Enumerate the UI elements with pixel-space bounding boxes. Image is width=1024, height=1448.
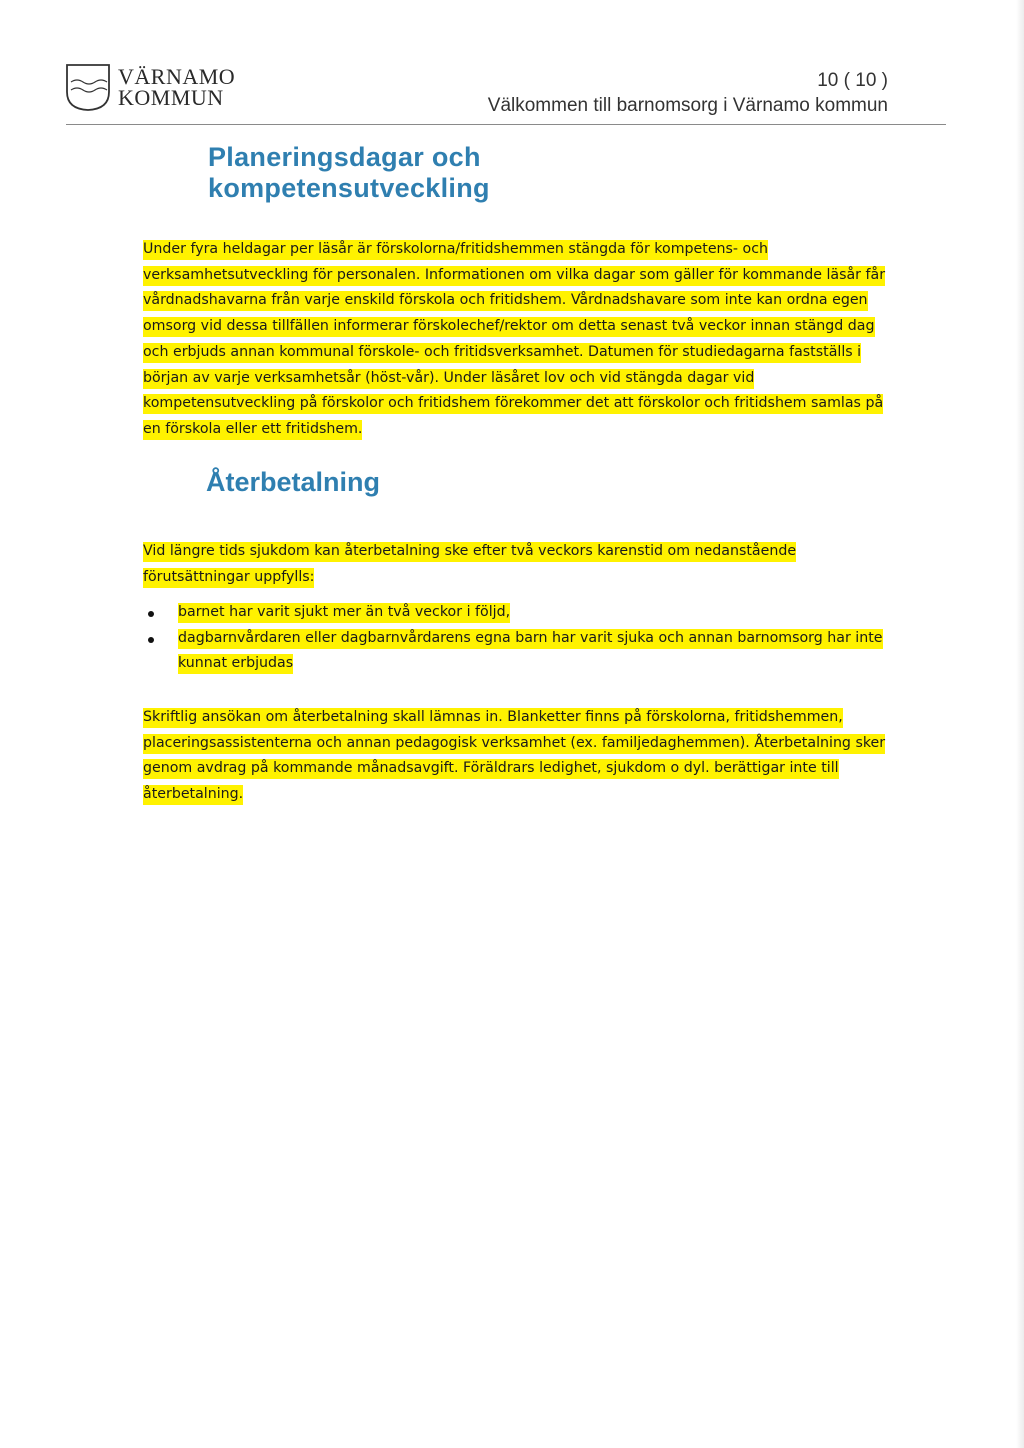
planning-paragraph	[143, 237, 895, 443]
logo-line-1: VÄRNAMO	[118, 64, 236, 89]
section-title-refund: Återbetalning	[206, 467, 381, 497]
page-number: 10 ( 10 )	[817, 70, 888, 91]
refund-intro	[143, 539, 843, 590]
municipal-shield-icon	[64, 62, 112, 112]
refund-closing-text: Skriftlig ansökan om återbetalning skall lämnas in. Blanketter finns på förskolorna, fritidshemmen, placeringsassistenterna och annan pedagogisk verksamhet (ex. familjedaghemmen). Återbetalning sker genom avdrag på kommande månadsavgift. Föräldrars ledighet, sjukdom o dyl. berättigar inte till återbetalning.	[143, 708, 885, 805]
list-item	[143, 626, 883, 677]
list-item-text: dagbarnvårdaren eller dagbarnvårdarens egna barn har varit sjuka och annan barnomsorg har inte kunnat erbjudas	[178, 629, 883, 675]
logo-text	[118, 66, 235, 108]
municipality-logo	[64, 62, 235, 112]
refund-conditions-list	[143, 600, 883, 677]
list-item-text: barnet har varit sjukt mer än två veckor i följd,	[178, 603, 510, 623]
refund-intro-text: Vid längre tids sjukdom kan återbetalning ske efter två veckors karenstid om nedanstående förutsättningar uppfylls:	[143, 542, 796, 588]
bullet-dot-icon	[148, 637, 154, 643]
refund-closing	[143, 705, 903, 808]
list-item	[143, 600, 883, 626]
scan-page-edge	[1016, 0, 1024, 1448]
section-title-line-1: Planeringsdagar och	[208, 142, 481, 172]
header-subtitle: Välkommen till barnomsorg i Värnamo kommun	[487, 95, 888, 116]
logo-line-2: KOMMUN	[118, 85, 224, 110]
page-header	[488, 70, 888, 118]
section-title-line-2: kompetensutveckling	[208, 173, 490, 203]
bullet-dot-icon	[148, 611, 154, 617]
header-divider	[66, 124, 946, 125]
section-title-planning	[208, 142, 490, 204]
planning-paragraph-text: Under fyra heldagar per läsår är förskolorna/fritidshemmen stängda för kompetens- och verksamhetsutveckling för personalen. Informationen om vilka dagar som gäller för kommande läsår får vårdnadshavarna från varje enskild förskola och fritidshem. Vårdnadshavare som inte kan ordna egen omsorg vid dessa tillfällen informerar förskolechef/rektor om detta senast två veckor innan stängd dag och erbjuds annan kommunal förskole- och fritidsverksamhet. Datumen för studiedagarna fastställs i början av varje verksamhetsår (höst-vår). Under läsåret lov och vid stängda dagar vid kompetensutveckling på förskolor och fritidshem förekommer det att förskolor och fritidshem samlas på en förskola eller ett fritidshem.	[143, 240, 885, 440]
